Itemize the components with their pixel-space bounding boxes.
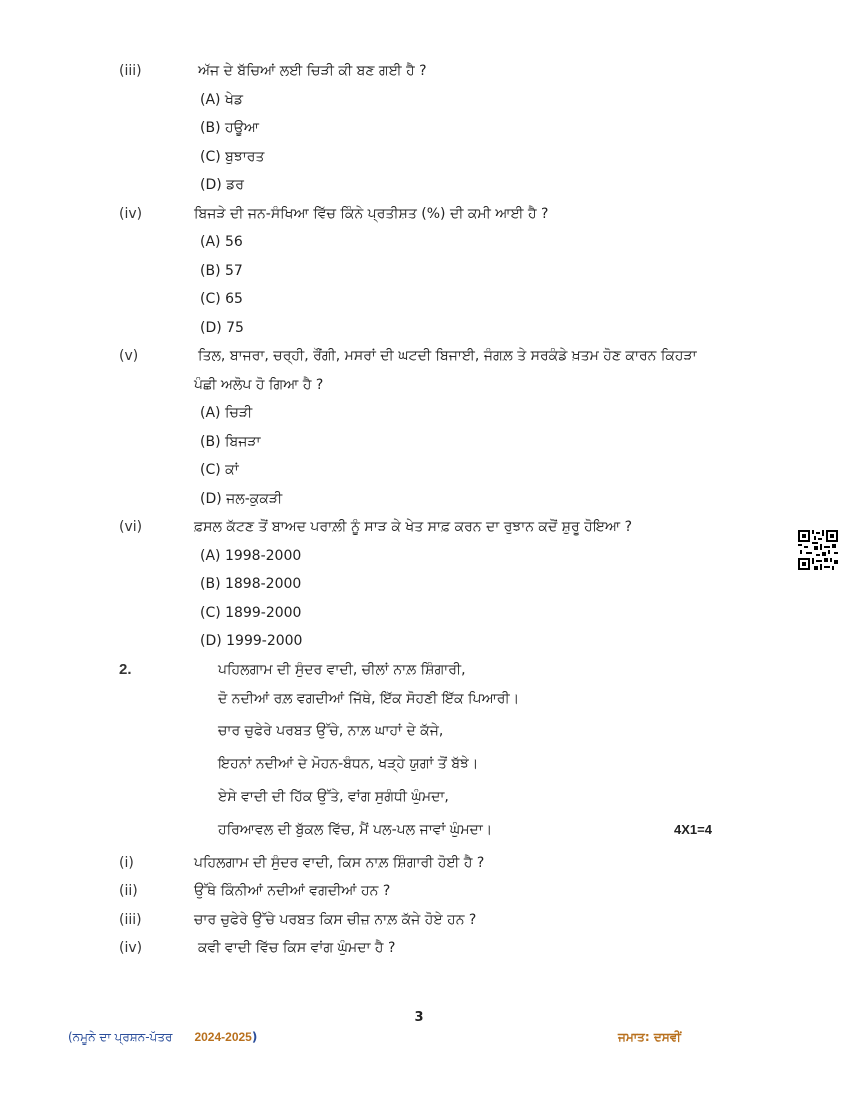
sub-question-text: ਉੱਥੇ ਕਿੰਨੀਆਂ ਨਦੀਆਂ ਵਗਦੀਆਂ ਹਨ ? [194, 883, 391, 899]
poem-line: ਏਸੇ ਵਾਦੀ ਦੀ ਹਿੱਕ ਉੱਤੇ, ਵਾਂਗ ਸੁਗੰਧੀ ਘੁੰਮਦਾ, [218, 789, 449, 805]
option-c: (C) 1899-2000 [200, 605, 302, 621]
question-text: ਬਿਜੜੇ ਦੀ ਜਨ-ਸੰਖਿਆ ਵਿੱਚ ਕਿੰਨੇ ਪ੍ਰਤੀਸ਼ਤ (%) ਦੀ ਕਮੀ ਆਈ ਹੈ ? [194, 206, 549, 222]
option-b: (B) 57 [200, 263, 243, 279]
question-number: (v) [119, 348, 139, 364]
footer-class-label: ਜਮਾਤ: ਦਸਵੀਂ [618, 1030, 681, 1044]
sub-question-number: (iv) [119, 940, 143, 956]
marks-label: 4X1=4 [674, 822, 712, 837]
option-d: (D) 75 [200, 320, 244, 336]
option-b: (B) ਹਊਆ [200, 120, 259, 136]
sub-question-number: (iii) [119, 912, 142, 928]
option-b: (B) 1898-2000 [200, 576, 302, 592]
option-a: (A) ਖੇਡ [200, 92, 243, 108]
qr-code-icon [798, 530, 838, 570]
footer-sample-paper: (ਨਮੂਨੇ ਦਾ ਪ੍ਰਸ਼ਨ-ਪੱਤਰ [68, 1030, 173, 1044]
footer-paper-label [68, 1030, 257, 1045]
option-c: (C) ਬੁਝਾਰਤ [200, 149, 265, 165]
question-text: ਫ਼ਸਲ ਕੱਟਣ ਤੋਂ ਬਾਅਦ ਪਰਾਲ਼ੀ ਨੂੰ ਸਾੜ ਕੇ ਖੇਤ ਸਾਫ਼ ਕਰਨ ਦਾ ਰੁਝਾਨ ਕਦੋਂ ਸ਼ੁਰੂ ਹੋਇਆ ? [194, 519, 633, 535]
option-c: (C) 65 [200, 291, 243, 307]
question-text: ਅੱਜ ਦੇ ਬੱਚਿਆਂ ਲਈ ਚਿੜੀ ਕੀ ਬਣ ਗਈ ਹੈ ? [198, 63, 427, 79]
sub-question-text: ਕਵੀ ਵਾਦੀ ਵਿੱਚ ਕਿਸ ਵਾਂਗ ਘੁੰਮਦਾ ਹੈ ? [198, 940, 396, 956]
sub-question-number: (i) [119, 855, 134, 871]
option-a: (A) 56 [200, 234, 243, 250]
question-text-continued: ਪੰਛੀ ਅਲੋਪ ਹੋ ਗਿਆ ਹੈ ? [194, 377, 324, 393]
option-d: (D) 1999-2000 [200, 633, 303, 649]
question-number: 2. [119, 661, 132, 678]
option-b: (B) ਬਿਜੜਾ [200, 434, 261, 450]
option-d: (D) ਜਲ-ਕੁਕੜੀ [200, 491, 283, 507]
question-text: ਤਿਲ, ਬਾਜਰਾ, ਚਰ੍ਹੀ, ਰੌਂਗੀ, ਮਸਰਾਂ ਦੀ ਘਟਦੀ ਬਿਜਾਈ, ਜੰਗਲ਼ ਤੇ ਸਰਕੰਡੇ ਖ਼ਤਮ ਹੋਣ ਕਾਰਨ ਕਿਹੜਾ [198, 348, 697, 364]
poem-line: ਇਹਨਾਂ ਨਦੀਆਂ ਦੇ ਮੋਹਨ-ਬੰਧਨ, ਖੜ੍ਹੇ ਯੁਗਾਂ ਤੋਂ ਬੱਝੇ। [218, 756, 479, 772]
footer-year: 2024-2025 [194, 1030, 252, 1044]
sub-question-number: (ii) [119, 883, 138, 899]
poem-line: ਦੋ ਨਦੀਆਂ ਰਲ਼ ਵਗਦੀਆਂ ਜਿੱਥੇ, ਇੱਕ ਸੋਹਣੀ ਇੱਕ ਪਿਆਰੀ। [218, 691, 520, 707]
option-d: (D) ਡਰ [200, 177, 244, 193]
option-c: (C) ਕਾਂ [200, 462, 239, 478]
poem-line: ਹਰਿਆਵਲ ਦੀ ਬੁੱਕਲ ਵਿੱਚ, ਮੈਂ ਪਲ-ਪਲ ਜਾਵਾਂ ਘੁੰਮਦਾ। [218, 822, 493, 838]
sub-question-text: ਪਹਿਲਗਾਮ ਦੀ ਸੁੰਦਰ ਵਾਦੀ, ਕਿਸ ਨਾਲ਼ ਸ਼ਿੰਗਾਰੀ ਹੋਈ ਹੈ ? [194, 855, 485, 871]
page-number: 3 [414, 1010, 424, 1025]
question-number: (iv) [119, 206, 143, 222]
poem-line: ਪਹਿਲਗਾਮ ਦੀ ਸੁੰਦਰ ਵਾਦੀ, ਚੀਲਾਂ ਨਾਲ਼ ਸ਼ਿੰਗਾਰੀ, [218, 662, 466, 678]
footer-year-close: ) [251, 1030, 258, 1044]
option-a: (A) ਚਿੜੀ [200, 405, 253, 421]
question-number: (vi) [119, 519, 143, 535]
question-number: (iii) [119, 63, 142, 79]
option-a: (A) 1998-2000 [200, 548, 302, 564]
sub-question-text: ਚਾਰ ਚੁਫੇਰੇ ਉੱਚੇ ਪਰਬਤ ਕਿਸ ਚੀਜ਼ ਨਾਲ਼ ਕੱਜੇ ਹੋਏ ਹਨ ? [194, 912, 477, 928]
poem-line: ਚਾਰ ਚੁਫੇਰੇ ਪਰਬਤ ਉੱਚੇ, ਨਾਲ਼ ਘਾਹਾਂ ਦੇ ਕੱਜੇ, [218, 723, 444, 739]
